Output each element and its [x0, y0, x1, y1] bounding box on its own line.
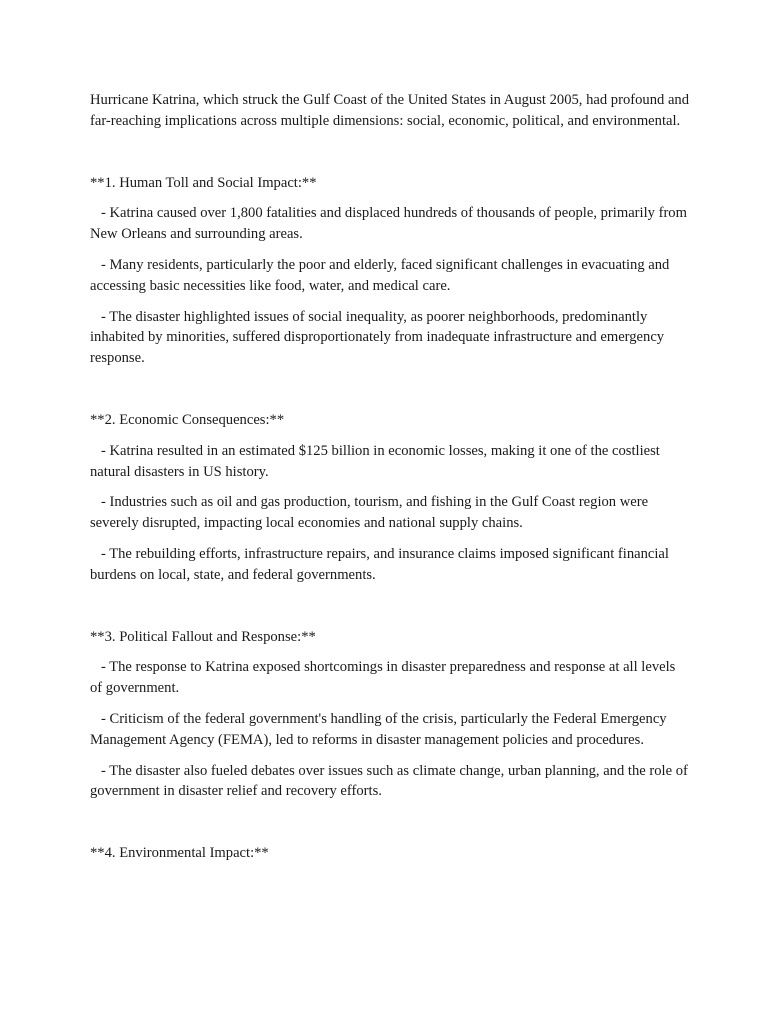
bullet-item: - The disaster highlighted issues of social inequality, as poorer neighborhoods, predominantly inhabited by minorities, suffered disproportionately from inadequate infrastructure and emergency response. — [90, 308, 665, 367]
section-political — [90, 627, 690, 803]
section-human-toll — [90, 173, 690, 369]
bullet-item: - The rebuilding efforts, infrastructure repairs, and insurance claims imposed significant financial burdens on local, state, and federal governments. — [90, 545, 669, 583]
section-economic — [90, 410, 690, 586]
bullet-item: - The response to Katrina exposed shortcomings in disaster preparedness and response at all levels of government. — [90, 659, 676, 697]
bullet-list — [90, 441, 690, 586]
bullet-list — [90, 203, 690, 369]
bullet-item: - Criticism of the federal government's handling of the crisis, particularly the Federal Emergency Management Agency (FEMA), led to reforms in disaster management policies and procedures. — [90, 710, 667, 748]
section-environmental — [90, 843, 690, 864]
bullet-list — [90, 657, 690, 802]
bullet-item: - Katrina caused over 1,800 fatalities and displaced hundreds of thousands of people, primarily from New Orleans and surrounding areas. — [90, 205, 687, 243]
section-heading: **2. Economic Consequences:** — [90, 411, 285, 428]
bullet-item: - The disaster also fueled debates over issues such as climate change, urban planning, and the role of government in disaster relief and recovery efforts. — [90, 762, 688, 800]
document-page — [90, 90, 690, 864]
section-heading: **3. Political Fallout and Response:** — [90, 628, 316, 645]
bullet-item: - Industries such as oil and gas production, tourism, and fishing in the Gulf Coast region were severely disrupted, impacting local economies and national supply chains. — [90, 494, 649, 532]
bullet-item: - Many residents, particularly the poor and elderly, faced significant challenges in evacuating and accessing basic necessities like food, water, and medical care. — [90, 256, 670, 294]
bullet-item: - Katrina resulted in an estimated $125 billion in economic losses, making it one of the costliest natural disasters in US history. — [90, 442, 660, 480]
section-heading: **1. Human Toll and Social Impact:** — [90, 174, 317, 191]
intro-paragraph: Hurricane Katrina, which struck the Gulf Coast of the United States in August 2005, had profound and far-reaching implications across multiple dimensions: social, economic, political, and environmental. — [90, 92, 690, 129]
section-heading: **4. Environmental Impact:** — [90, 845, 269, 862]
